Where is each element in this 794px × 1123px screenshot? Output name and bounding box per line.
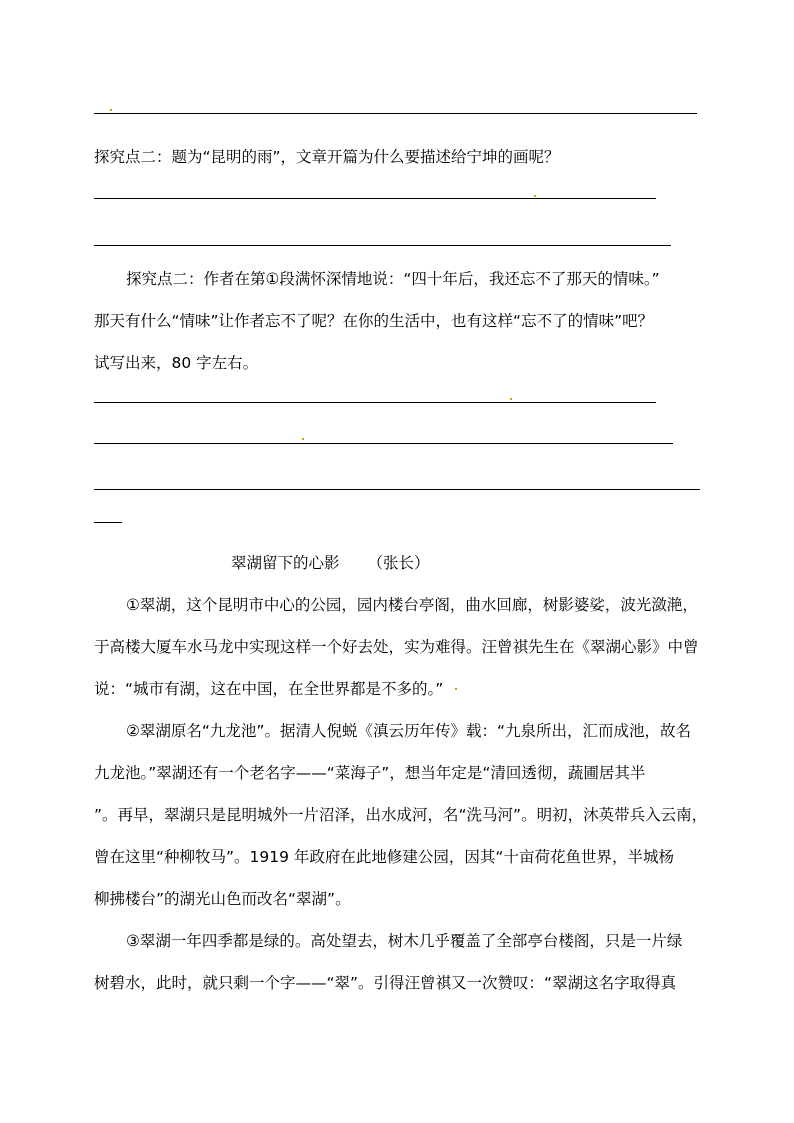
paragraph-line: 曾在这里“种柳牧马”。1919 年政府在此地修建公园，因其“十亩荷花鱼世界，半城杨 [94, 848, 674, 866]
answer-line-short [94, 522, 122, 523]
speck [302, 438, 304, 440]
answer-line [94, 443, 673, 444]
paragraph-line: ③翠湖一年四季都是绿的。高处望去，树木几乎覆盖了全部亭台楼阁，只是一片绿 [126, 932, 683, 950]
paragraph-line: ②翠湖原名“九龙池”。据清人倪蜕《滇云历年传》载：“九泉所出，汇而成池，故名 [126, 722, 691, 740]
speck [510, 398, 512, 400]
answer-line [94, 489, 700, 490]
article-title [231, 552, 430, 574]
answer-line [94, 245, 671, 246]
answer-line [94, 402, 656, 403]
paragraph-line: 于高楼大厦车水马龙中实现这样一个好去处，实为难得。汪曾祺先生在《翠湖心影》中曾 [94, 638, 699, 656]
speck [110, 109, 112, 111]
paragraph-line: 说：“城市有湖，这在中国，在全世界都是不多的。” [94, 680, 444, 698]
paragraph-line: 九龙池。”翠湖还有一个老名字——“菜海子”，想当年定是“清回透彻，蔬圃居其半 [94, 764, 646, 782]
question-text: 探究点二：题为“昆明的雨”，文章开篇为什么要描述给宁坤的画呢？ [94, 148, 560, 166]
title-text: 翠湖留下的心影 [231, 554, 340, 572]
speck [455, 688, 457, 690]
paragraph-line: ”。再早，翠湖只是昆明城外一片沼泽，出水成河，名“洗马河”。明初，沐英带兵入云南， [94, 806, 708, 824]
paragraph-line: ①翠湖，这个昆明市中心的公园，园内楼台亭阁，曲水回廊，树影婆娑，波光潋滟， [126, 596, 698, 614]
question-text-line: 那天有什么“情味”让作者忘不了呢？在你的生活中，也有这样“忘不了的情味”吧？ [94, 312, 654, 330]
question-text-line: 探究点二：作者在第①段满怀深情地说：“四十年后，我还忘不了那天的情味。” [126, 270, 660, 288]
author-text: （张长） [367, 554, 430, 572]
answer-line [94, 198, 656, 199]
paragraph-line: 柳拂楼台”的湖光山色而改名“翠湖”。 [94, 890, 351, 908]
answer-line [94, 113, 697, 114]
paragraph-line: 树碧水，此时，就只剩一个字——“翠”。引得汪曾祺又一次赞叹：“翠湖这名字取得真 [94, 974, 677, 992]
speck [534, 195, 536, 197]
question-text-line: 试写出来，80 字左右。 [94, 354, 259, 372]
